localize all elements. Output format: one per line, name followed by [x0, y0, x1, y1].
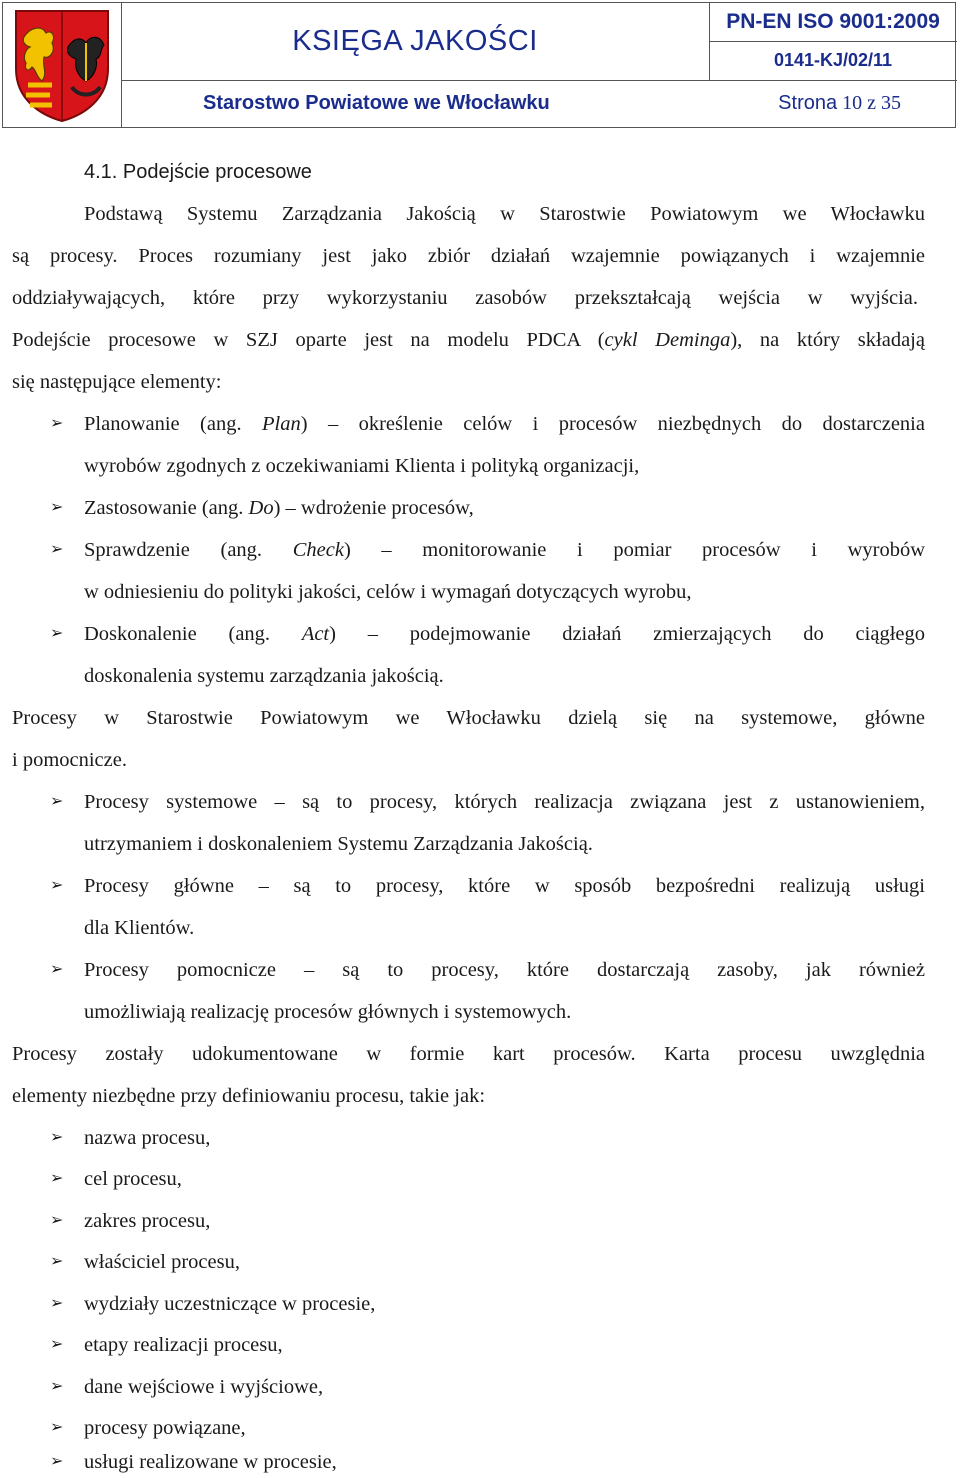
page-label: Strona — [778, 92, 838, 114]
page-separator: z — [867, 92, 876, 114]
list-item-continuation: dla Klientów. — [84, 917, 195, 939]
page-total: 35 — [881, 92, 901, 114]
document-title: KSIĘGA JAKOŚCI — [292, 25, 538, 57]
list-item-do: Zastosowanie (ang. Do) – wdrożenie procesów, — [84, 497, 474, 519]
bullet-arrow-icon: ➢ — [50, 877, 64, 894]
list-item-continuation: wyrobów zgodnych z oczekiwaniami Klienta i polityką organizacji, — [84, 455, 640, 477]
list-item-continuation: umożliwiają realizację procesów głównych i systemowych. — [84, 1001, 572, 1023]
paragraph-line: Podstawą Systemu Zarządzania Jakością w Starostwie Powiatowym we Włocławku — [84, 203, 925, 225]
paragraph-line: Podejście procesowe w SZJ oparte jest na modelu PDCA (cykl Deminga), na który składają — [12, 329, 925, 351]
list-item-support-processes: Procesy pomocnicze – są to procesy, które dostarczają zasoby, jak również — [84, 959, 925, 981]
list-item-plan: Planowanie (ang. Plan) – określenie celów i procesów niezbędnych do dostarczenia — [84, 413, 925, 435]
iso-standard: PN-EN ISO 9001:2009 — [726, 10, 940, 33]
bullet-arrow-icon: ➢ — [50, 1212, 64, 1229]
paragraph-line: się następujące elementy: — [12, 371, 222, 393]
list-item-system-processes: Procesy systemowe – są to procesy, których realizacja związana jest z ustanowieniem, — [84, 791, 925, 813]
bullet-arrow-icon: ➢ — [50, 1378, 64, 1395]
bullet-arrow-icon: ➢ — [50, 1129, 64, 1146]
list-item-main-processes: Procesy główne – są to procesy, które w sposób bezpośredni realizują usługi — [84, 875, 925, 897]
list-item: etapy realizacji procesu, — [84, 1334, 283, 1356]
list-item: nazwa procesu, — [84, 1127, 211, 1149]
document-header — [2, 2, 956, 128]
list-item: usługi realizowane w procesie, — [84, 1451, 337, 1473]
bullet-arrow-icon: ➢ — [50, 625, 64, 642]
paragraph-line: elementy niezbędne przy definiowaniu procesu, takie jak: — [12, 1085, 486, 1107]
list-item-continuation: utrzymaniem i doskonaleniem Systemu Zarządzania Jakością. — [84, 833, 593, 855]
list-item: dane wejściowe i wyjściowe, — [84, 1376, 324, 1398]
list-item: zakres procesu, — [84, 1210, 211, 1232]
bullet-arrow-icon: ➢ — [50, 1453, 64, 1470]
list-item: cel procesu, — [84, 1168, 182, 1190]
list-item: wydziały uczestniczące w procesie, — [84, 1293, 376, 1315]
office-name: Starostwo Powiatowe we Włocławku — [203, 92, 550, 114]
bullet-arrow-icon: ➢ — [50, 1295, 64, 1312]
list-item-continuation: doskonalenia systemu zarządzania jakością. — [84, 665, 444, 687]
list-item-continuation: w odniesieniu do polityki jakości, celów i wymagań dotyczących wyrobu, — [84, 581, 692, 603]
bullet-arrow-icon: ➢ — [50, 1170, 64, 1187]
bullet-arrow-icon: ➢ — [50, 541, 64, 558]
paragraph-line: są procesy. Proces rozumiany jest jako zbiór działań wzajemnie powiązanych i wzajemnie — [12, 245, 925, 267]
list-item: procesy powiązane, — [84, 1417, 246, 1439]
page-current: 10 — [842, 92, 863, 114]
paragraph-line: i pomocnicze. — [12, 749, 127, 771]
bullet-arrow-icon: ➢ — [50, 1419, 64, 1436]
bullet-arrow-icon: ➢ — [50, 1253, 64, 1270]
bullet-arrow-icon: ➢ — [50, 793, 64, 810]
list-item: właściciel procesu, — [84, 1251, 240, 1273]
bullet-arrow-icon: ➢ — [50, 1336, 64, 1353]
section-heading: 4.1. Podejście procesowe — [84, 161, 312, 183]
bullet-arrow-icon: ➢ — [50, 961, 64, 978]
bullet-arrow-icon: ➢ — [50, 499, 64, 516]
paragraph-line: Procesy zostały udokumentowane w formie kart procesów. Karta procesu uwzględnia — [12, 1043, 925, 1065]
list-item-act: Doskonalenie (ang. Act) – podejmowanie działań zmierzających do ciągłego — [84, 623, 925, 645]
paragraph-line: Procesy w Starostwie Powiatowym we Włocławku dzielą się na systemowe, główne — [12, 707, 925, 729]
page-number — [778, 80, 901, 127]
list-item-check: Sprawdzenie (ang. Check) – monitorowanie i pomiar procesów i wyrobów — [84, 539, 925, 561]
paragraph-line: oddziaływających, które przy wykorzystaniu zasobów przekształcają wejścia w wyjścia. — [12, 287, 918, 309]
bullet-arrow-icon: ➢ — [50, 415, 64, 432]
coat-of-arms-logo — [3, 3, 122, 127]
document-code: 0141-KJ/02/11 — [773, 50, 893, 70]
